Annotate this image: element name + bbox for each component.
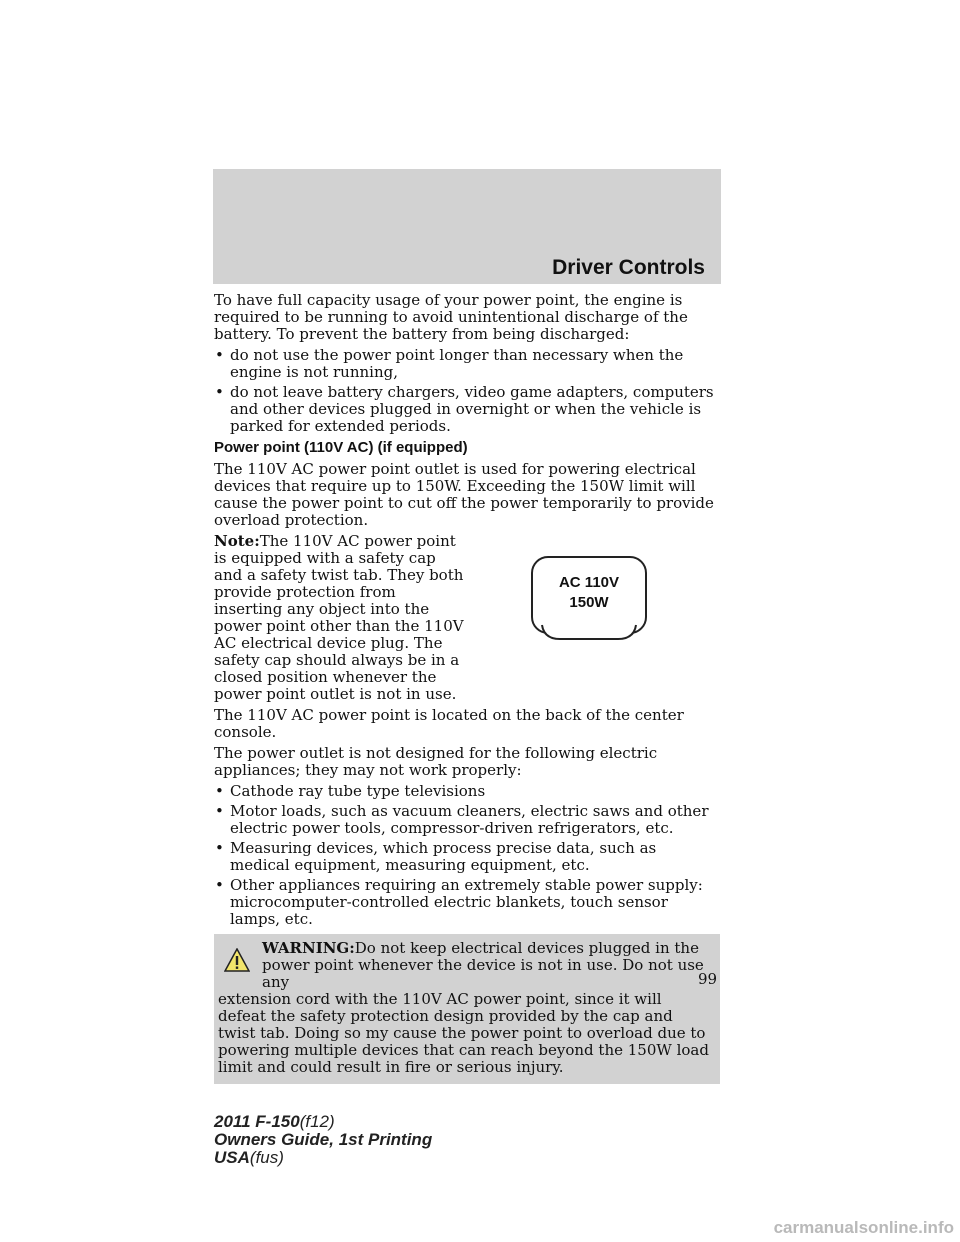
list-item: • Motor loads, such as vacuum cleaners, electric saws and other electric power tools, compressor-driven refrigerators, etc.: [214, 803, 720, 837]
note-block: [214, 533, 720, 703]
warning-box: [214, 934, 720, 1084]
footer-region-code: (fus): [249, 1148, 284, 1167]
note-label: Note:: [214, 532, 260, 550]
document-footer: [214, 1113, 432, 1167]
list-item: • do not leave battery chargers, video game adapters, computers and other devices plugged in overnight or when the vehicle is parked for extended periods.: [214, 384, 720, 435]
watermark: carmanualsonline.info: [773, 1218, 954, 1237]
footer-line-2: Owners Guide, 1st Printing: [214, 1130, 433, 1149]
warning-first-text: Do not keep electrical devices plugged in the power point whenever the device is not in use. Do not use any: [262, 939, 704, 991]
warning-label: WARNING:: [262, 939, 355, 957]
list-item: • do not use the power point longer than necessary when the engine is not running,: [214, 347, 720, 381]
footer-line-3: [214, 1149, 432, 1167]
power-outlet-illustration: [530, 555, 648, 641]
power-point-paragraph: The 110V AC power point outlet is used for powering electrical devices that require up to 150W. Exceeding the 150W limit will cause the power point to cut off the power temporarily to provide overload protection.: [214, 460, 714, 529]
section-title: Driver Controls: [552, 256, 705, 279]
location-paragraph: The 110V AC power point is located on the back of the center console.: [214, 706, 684, 741]
power-point-heading: Power point (110V AC) (if equipped): [214, 439, 468, 456]
list-item: • Cathode ray tube type televisions: [214, 783, 720, 800]
list-item: • Measuring devices, which process precise data, such as medical equipment, measuring equipment, etc.: [214, 840, 720, 874]
appliances-intro: The power outlet is not designed for the following electric appliances; they may not work properly:: [214, 744, 658, 779]
warning-text: extension cord with the 110V AC power point, since it will defeat the safety protection design provided by the cap and twist tab. Doing so my cause the power point to overload due to powering multiple devices that can reach beyond the 150W load limit and could result in fire or serious injury.: [218, 990, 709, 1076]
intro-paragraph: To have full capacity usage of your power point, the engine is required to be running to avoid unintentional discharge of the battery. To prevent the battery from being discharged:: [214, 291, 688, 343]
footer-model-code: (f12): [299, 1112, 335, 1131]
intro-bullet-list: [214, 347, 720, 435]
appliances-list: [214, 783, 720, 928]
warning-triangle-icon: [224, 948, 250, 972]
note-paragraph: [214, 533, 464, 703]
page-number: 99: [698, 970, 718, 988]
footer-model: 2011 F-150: [214, 1112, 300, 1131]
page-content: [214, 292, 720, 1084]
list-item: • Other appliances requiring an extremely stable power supply: microcomputer-controlled electric blankets, touch sensor lamps, etc.: [214, 877, 720, 928]
footer-line-1: [214, 1113, 432, 1131]
note-text: The 110V AC power point is equipped with a safety cap and a safety twist tab. They both provide protection from inserting any object into the power point other than the 110V AC electrical device plug. The safety cap should always be in a closed position whenever the power point outlet is not in use.: [214, 532, 464, 703]
warning-first-line: [216, 940, 710, 991]
footer-region: USA: [214, 1148, 250, 1167]
outlet-label-voltage: AC 110V: [558, 574, 620, 591]
outlet-label-wattage: 150W: [569, 594, 609, 611]
section-header-band: [213, 169, 721, 284]
